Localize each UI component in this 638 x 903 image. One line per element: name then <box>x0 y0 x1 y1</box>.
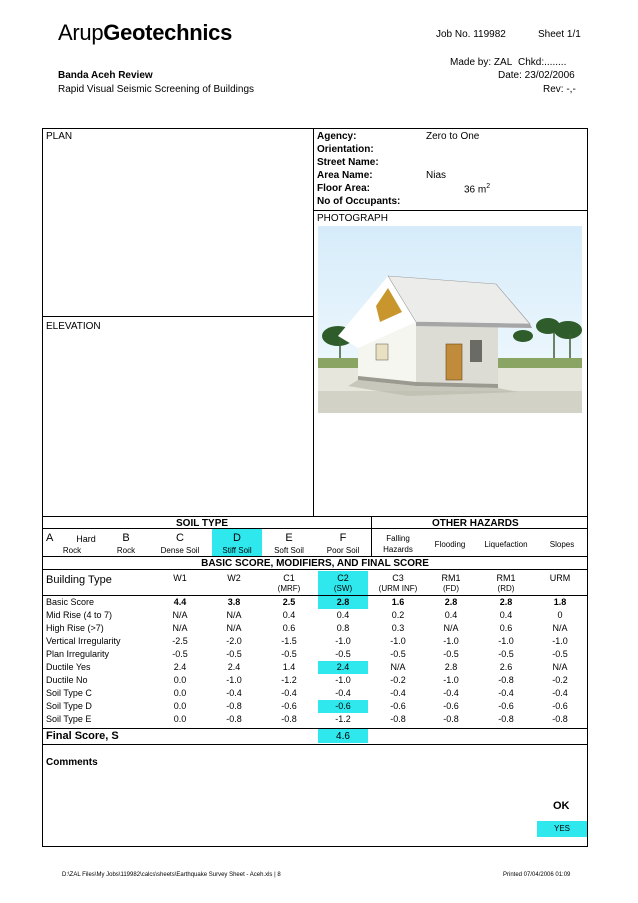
score-cell: N/A <box>172 623 188 633</box>
score-row-label: Ductile No <box>46 675 88 685</box>
soil-letter-a: A <box>46 532 54 544</box>
score-cell: -0.8 <box>498 675 514 685</box>
soil-type-title: SOIL TYPE <box>176 518 229 529</box>
final-score-label: Final Score, S <box>46 730 119 742</box>
footer-file-path: D:\ZAL Files\My Jobs\119982\calcs\sheets\Earthquake Survey Sheet - Aceh.xls | 8 <box>62 872 281 878</box>
score-cell: 2.4 <box>336 662 350 672</box>
score-cell: 1.6 <box>391 597 405 607</box>
score-cell: -0.4 <box>498 688 514 698</box>
score-row-label: Vertical Irregularity <box>46 636 121 646</box>
soil-a-rock: Rock <box>62 546 82 555</box>
soil-c-desc: Dense Soil <box>160 546 200 555</box>
score-cell: -0.8 <box>552 714 568 724</box>
hazard-slopes: Slopes <box>549 540 575 549</box>
score-cell: N/A <box>552 623 568 633</box>
score-cell: 0.0 <box>173 688 187 698</box>
score-cell: 3.8 <box>227 597 241 607</box>
score-cell: 0.3 <box>391 623 405 633</box>
comments-label: Comments <box>46 757 98 768</box>
soil-e-desc: Soft Soil <box>274 546 304 555</box>
score-cell: -1.0 <box>390 636 406 646</box>
score-cell: -0.8 <box>226 701 242 711</box>
sheet-number: Sheet 1/1 <box>538 29 581 40</box>
score-cell: -2.0 <box>226 636 242 646</box>
score-cell: -0.6 <box>390 701 406 711</box>
score-cell: 2.8 <box>336 597 350 607</box>
column-subtype: (RD) <box>497 584 515 593</box>
score-cell: 0.4 <box>336 610 350 620</box>
score-cell: N/A <box>443 623 459 633</box>
area-name-value: Nias <box>426 170 447 181</box>
column-code: URM <box>549 573 571 583</box>
score-cell: 2.8 <box>444 662 458 672</box>
sheet-date: Date: 23/02/2006 <box>498 70 575 81</box>
score-cell: -0.4 <box>335 688 351 698</box>
score-cell: -2.5 <box>172 636 188 646</box>
soil-letter-b: B <box>122 532 130 544</box>
column-code: C3 <box>392 573 404 583</box>
orientation-label: Orientation: <box>317 144 374 155</box>
score-cell: -0.6 <box>552 701 568 711</box>
score-cell: -0.8 <box>443 714 459 724</box>
ok-value: YES <box>553 824 570 833</box>
score-cell: 0.2 <box>391 610 405 620</box>
score-cell: 0 <box>557 610 563 620</box>
score-row-label: High Rise (>7) <box>46 623 104 633</box>
column-subtype: (SW) <box>333 584 353 593</box>
column-code: W1 <box>173 573 187 583</box>
score-cell: -0.4 <box>552 688 568 698</box>
floor-area-value: 36 $m^2$ <box>464 183 491 196</box>
score-row-label: Soil Type C <box>46 688 92 698</box>
other-hazards-title: OTHER HAZARDS <box>432 518 519 529</box>
score-cell: -0.4 <box>281 688 297 698</box>
final-score-value: 4.6 <box>336 731 350 742</box>
column-code: C2 <box>337 573 349 583</box>
score-cell: -0.8 <box>281 714 297 724</box>
made-by: Made by: ZAL <box>450 57 513 68</box>
soil-b-desc: Rock <box>116 546 136 555</box>
score-cell: 0.6 <box>282 623 296 633</box>
score-cell: 2.4 <box>173 662 187 672</box>
score-row-label: Plan Irregularity <box>46 649 110 659</box>
basic-score-title: BASIC SCORE, MODIFIERS, AND FINAL SCORE <box>201 558 429 569</box>
soil-d-desc: Stiff Soil <box>222 546 252 555</box>
footer-printed-date: Printed 07/04/2006 01:09 <box>503 872 571 878</box>
score-cell: 1.4 <box>282 662 296 672</box>
score-cell: N/A <box>390 662 406 672</box>
score-cell: N/A <box>226 610 242 620</box>
score-cell: -0.8 <box>498 714 514 724</box>
score-cell: 0.8 <box>336 623 350 633</box>
hazard-falling-1: Falling <box>386 534 410 543</box>
score-row-label: Mid Rise (4 to 7) <box>46 610 113 620</box>
column-code: C1 <box>283 573 295 583</box>
score-cell: 0.0 <box>173 701 187 711</box>
score-cell: -1.0 <box>443 636 459 646</box>
score-row-label: Soil Type E <box>46 714 92 724</box>
column-code: W2 <box>227 573 241 583</box>
score-cell: 0.6 <box>499 623 513 633</box>
soil-letter-d: D <box>233 532 241 544</box>
soil-letter-f: F <box>339 532 347 544</box>
project-subtitle: Rapid Visual Seismic Screening of Buildings <box>58 84 255 95</box>
score-cell: -0.5 <box>390 649 406 659</box>
area-name-label: Area Name: <box>317 170 373 181</box>
score-cell: -1.0 <box>335 675 351 685</box>
score-cell: 1.8 <box>553 597 567 607</box>
job-number: Job No. 119982 <box>436 29 506 40</box>
company-logo: ArupGeotechnics <box>58 20 233 45</box>
revision: Rev: -,- <box>543 84 576 95</box>
score-cell: 0.0 <box>173 714 187 724</box>
hazard-liquefaction: Liquefaction <box>484 540 528 549</box>
score-cell: 0.4 <box>444 610 458 620</box>
score-cell: -0.5 <box>172 649 188 659</box>
score-cell: N/A <box>226 623 242 633</box>
column-subtype: (FD) <box>443 584 459 593</box>
agency-value: Zero to One <box>426 131 480 142</box>
occupants-label: No of Occupants: <box>317 196 401 207</box>
score-cell: -0.5 <box>335 649 351 659</box>
plan-label: PLAN <box>46 131 73 142</box>
score-cell: -0.5 <box>498 649 514 659</box>
score-row-label: Soil Type D <box>46 701 92 711</box>
score-cell: N/A <box>172 610 188 620</box>
score-cell: -0.5 <box>281 649 297 659</box>
score-cell: N/A <box>552 662 568 672</box>
agency-label: Agency: <box>317 131 357 142</box>
building-photograph <box>318 226 582 413</box>
hazard-falling-2: Hazards <box>383 545 413 554</box>
score-cell: 0.4 <box>282 610 296 620</box>
score-cell: -0.4 <box>443 688 459 698</box>
score-cell: -0.4 <box>226 688 242 698</box>
score-cell: -0.6 <box>443 701 459 711</box>
score-cell: -1.5 <box>281 636 297 646</box>
column-code: RM1 <box>496 573 516 583</box>
score-cell: 2.4 <box>227 662 241 672</box>
score-cell: -1.2 <box>335 714 351 724</box>
score-cell: -0.6 <box>498 701 514 711</box>
soil-a-hard: Hard <box>76 534 96 544</box>
score-cell: -0.8 <box>390 714 406 724</box>
score-cell: -0.6 <box>335 701 351 711</box>
score-row-label: Basic Score <box>46 597 95 607</box>
score-cell: -0.2 <box>552 675 568 685</box>
score-cell: -1.0 <box>443 675 459 685</box>
photograph-label: PHOTOGRAPH <box>317 213 388 224</box>
score-cell: -0.5 <box>443 649 459 659</box>
score-cell: -1.0 <box>552 636 568 646</box>
soil-letter-c: C <box>176 532 184 544</box>
column-code: RM1 <box>441 573 461 583</box>
score-cell: 2.8 <box>499 597 513 607</box>
score-cell: 2.6 <box>499 662 513 672</box>
score-cell: 0.4 <box>499 610 513 620</box>
soil-letter-e: E <box>285 532 293 544</box>
score-cell: 2.5 <box>282 597 296 607</box>
score-cell: -1.2 <box>281 675 297 685</box>
score-cell: -0.2 <box>390 675 406 685</box>
street-name-label: Street Name: <box>317 157 379 168</box>
score-cell: -0.5 <box>226 649 242 659</box>
score-row-label: Ductile Yes <box>46 662 91 672</box>
elevation-label: ELEVATION <box>46 321 101 332</box>
hazard-flooding: Flooding <box>434 540 466 549</box>
score-cell: -0.5 <box>552 649 568 659</box>
column-subtype: (MRF) <box>277 584 301 593</box>
column-subtype: (URM INF) <box>378 584 418 593</box>
score-cell: -0.4 <box>390 688 406 698</box>
project-title: Banda Aceh Review <box>58 70 153 81</box>
score-cell: -1.0 <box>335 636 351 646</box>
score-cell: 2.8 <box>444 597 458 607</box>
floor-area-label: Floor Area: <box>317 183 370 194</box>
building-type-label: Building Type <box>46 574 112 586</box>
soil-f-desc: Poor Soil <box>326 546 360 555</box>
ok-label: OK <box>553 800 570 812</box>
score-cell: -0.8 <box>226 714 242 724</box>
score-cell: -1.0 <box>498 636 514 646</box>
score-cell: -0.6 <box>281 701 297 711</box>
score-cell: 0.0 <box>173 675 187 685</box>
checked-by: Chkd:........ <box>518 57 567 68</box>
score-cell: 4.4 <box>173 597 187 607</box>
score-cell: -1.0 <box>226 675 242 685</box>
